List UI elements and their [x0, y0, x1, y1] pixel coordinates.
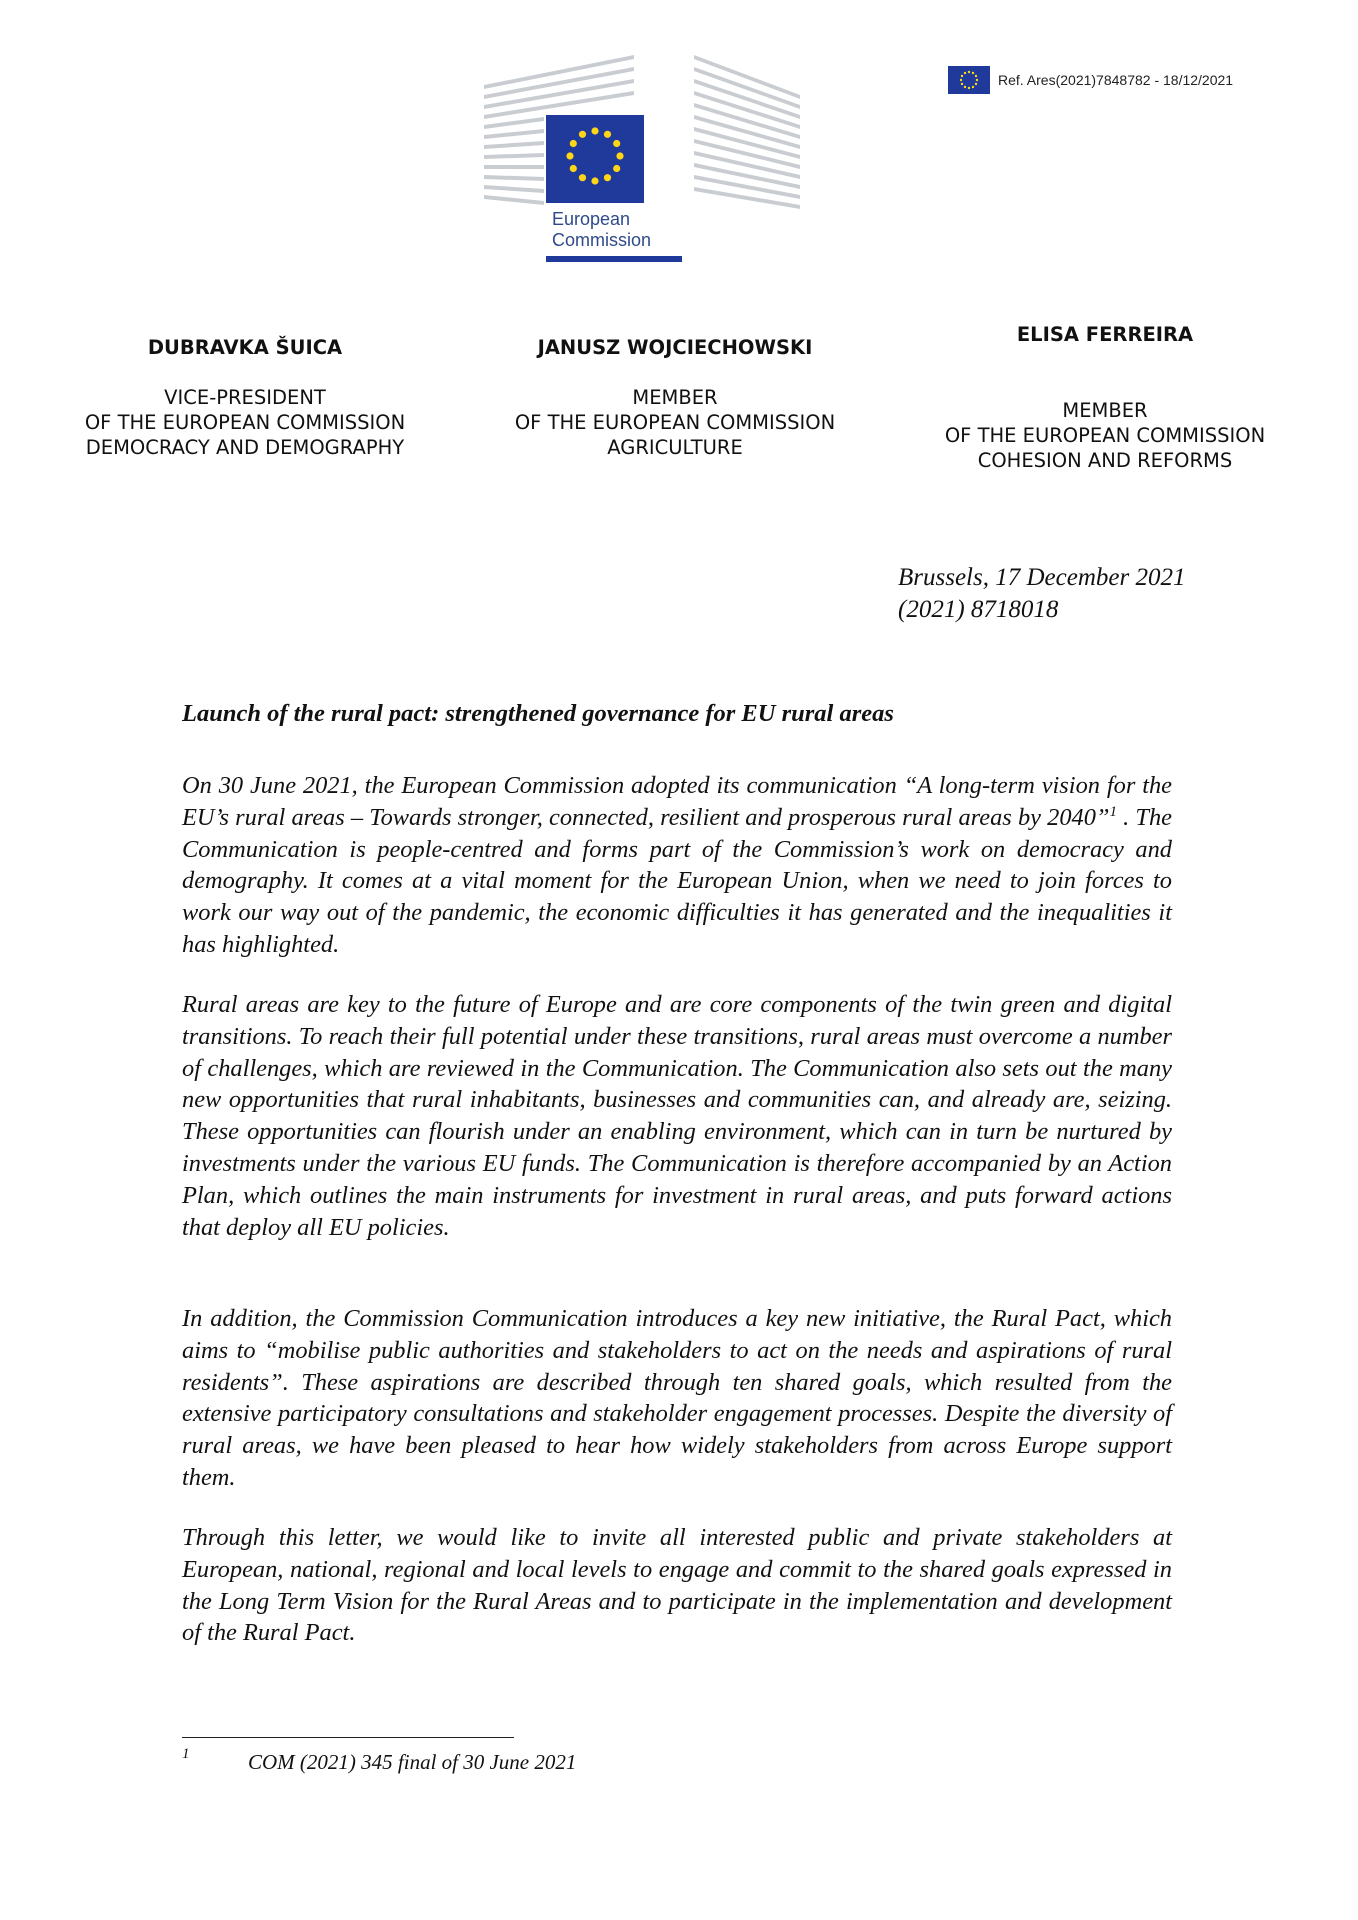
reference-number: (2021) 8718018: [898, 596, 1059, 623]
role-line: OF THE EUROPEAN COMMISSION: [84, 411, 406, 434]
footnote-separator: [182, 1737, 514, 1738]
role-line: COHESION AND REFORMS: [977, 449, 1233, 472]
signatory-role: [40, 385, 450, 460]
signatory-suica: [40, 335, 450, 459]
role-line: DEMOCRACY AND DEMOGRAPHY: [85, 436, 405, 459]
role-line: AGRICULTURE: [607, 436, 743, 459]
signatory-name: JANUSZ WOJCIECHOWSKI: [537, 336, 813, 359]
letter-subject: Launch of the rural pact: strengthened governance for EU rural areas: [182, 700, 894, 727]
role-line: OF THE EUROPEAN COMMISSION: [944, 424, 1266, 447]
signatory-name: DUBRAVKA ŠUICA: [147, 336, 343, 359]
body-paragraph-1: [182, 770, 1172, 961]
ares-reference-stamp: [948, 66, 1233, 94]
place-date: Brussels, 17 December 2021: [898, 564, 1186, 591]
role-line: MEMBER: [1062, 399, 1148, 422]
signatory-role: [895, 398, 1315, 473]
signatory-role: [470, 385, 880, 460]
place-and-date-block: [898, 562, 1185, 626]
signatory-name: ELISA FERREIRA: [1016, 323, 1194, 346]
paragraph-text: . The Communication is people-centred and forms part of the Commission’s work on democracy and demography. It comes at a vital moment for the European Union, when we need to join forces to work our way out of the pandemic, the economic difficulties it has generated and the inequalities it has highlighted.: [182, 803, 1172, 958]
ares-reference-text: Ref. Ares(2021)7848782 - 18/12/2021: [998, 72, 1234, 88]
footnote-text: COM (2021) 345 final of 30 June 2021: [248, 1750, 577, 1774]
logo-underline: [546, 256, 682, 262]
logo-building-right: [694, 55, 800, 209]
body-paragraph-3: In addition, the Commission Communication introduces a key new initiative, the Rural Pact, which aims to “mobilise public authorities and stakeholders to act on the needs and aspirations of rural residents”. These aspirations are described through ten shared goals, which resulted from the extensive participatory consultations and stakeholder engagement processes. Despite the diversity of rural areas, we have been pleased to hear how widely stakeholders from across Europe support them.: [182, 1305, 1172, 1491]
role-line: OF THE EUROPEAN COMMISSION: [514, 411, 836, 434]
role-line: VICE-PRESIDENT: [164, 386, 326, 409]
european-commission-logo: [484, 50, 800, 266]
signatory-ferreira: [895, 322, 1315, 472]
paragraph-text: On 30 June 2021, the European Commission adopted its communication “A long-term vision for the EU’s rural areas – Towards stronger, connected, resilient and prosperous rural areas by 2040”: [182, 772, 1172, 831]
logo-text-european: European: [552, 209, 631, 229]
eu-flag-icon: [948, 66, 990, 94]
role-line: MEMBER: [632, 386, 718, 409]
signatory-wojciechowski: [470, 335, 880, 459]
body-paragraph-2: Rural areas are key to the future of Europe and are core components of the twin green and digital transitions. To reach their full potential under these transitions, rural areas must overcome a number of challenges, which are reviewed in the Communication. The Communication also sets out the many new opportunities that rural inhabitants, businesses and communities can, and already are, seizing. These opportunities can flourish under an enabling environment, which can in turn be nurtured by investments under the various EU funds. The Communication is therefore accompanied by an Action Plan, which outlines the main instruments for investment in rural areas, and puts forward actions that deploy all EU policies.: [182, 991, 1172, 1241]
logo-text-commission: Commission: [552, 230, 652, 250]
body-paragraph-4: Through this letter, we would like to invite all interested public and private stakeholders at European, national, regional and local levels to engage and commit to the shared goals expressed in the Long Term Vision for the Rural Areas and to participate in the implementation and development of the Rural Pact.: [182, 1524, 1172, 1647]
footnote-marker: 1: [1109, 803, 1117, 820]
footnote-number: 1: [182, 1746, 190, 1762]
